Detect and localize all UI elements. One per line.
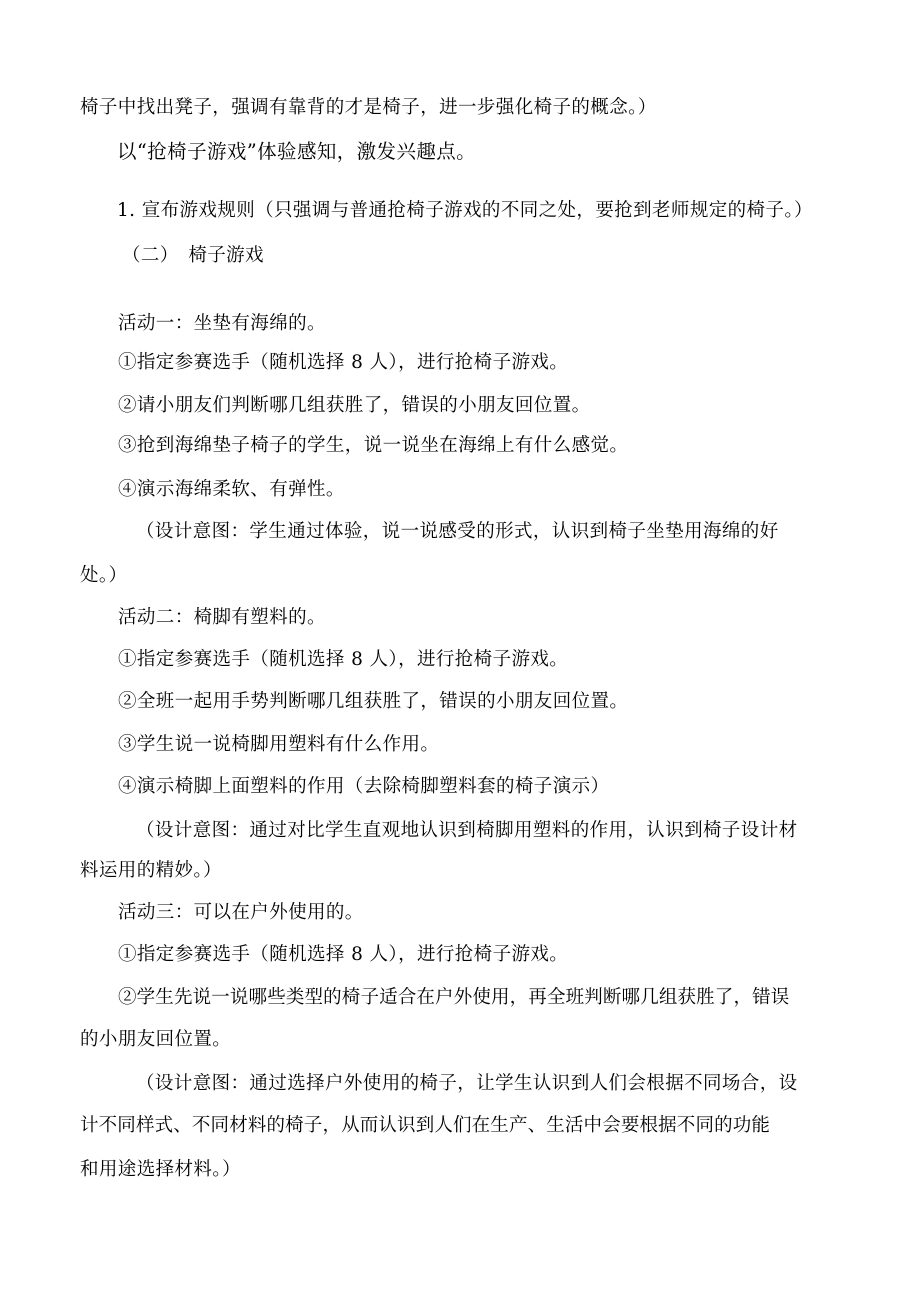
text-line: 料运用的精妙。） bbox=[80, 860, 222, 881]
text-line: 和用途选择材料。） bbox=[80, 1159, 241, 1180]
text-line: （设计意图：通过对比学生直观地认识到椅脚用塑料的作用，认识到椅子设计材 bbox=[136, 820, 798, 841]
text-line: （设计意图：学生通过体验，说一说感受的形式，认识到椅子坐垫用海绵的好 bbox=[136, 521, 779, 542]
text-line: 以“抢椅子游戏”体验感知，激发兴趣点。 bbox=[117, 140, 477, 163]
text-line: 1. 宣布游戏规则（只强调与普通抢椅子游戏的不同之处，要抢到老师规定的椅子。） bbox=[117, 200, 813, 221]
text-line: 椅子中找出凳子，强调有靠背的才是椅子，进一步强化椅子的概念。） bbox=[80, 97, 657, 118]
text-line: ①指定参赛选手（随机选择 8 人），进行抢椅子游戏。 bbox=[118, 352, 569, 373]
text-line: 计不同样式、不同材料的椅子，从而认识到人们在生产、生活中会要根据不同的功能 bbox=[80, 1115, 771, 1136]
text-line: ③学生说一说椅脚用塑料有什么作用。 bbox=[118, 734, 440, 755]
text-line: 处。） bbox=[80, 565, 128, 586]
text-line: ④演示椅脚上面塑料的作用（去除椅脚塑料套的椅子演示） bbox=[118, 776, 610, 797]
text-line: 活动三：可以在户外使用的。 bbox=[118, 902, 364, 923]
text-line: ①指定参赛选手（随机选择 8 人），进行抢椅子游戏。 bbox=[118, 649, 569, 670]
text-line: 活动一：坐垫有海绵的。 bbox=[118, 313, 326, 334]
text-line: ②请小朋友们判断哪几组获胜了，错误的小朋友回位置。 bbox=[118, 395, 591, 416]
text-line: 的小朋友回位置。 bbox=[80, 1029, 232, 1050]
text-line: ①指定参赛选手（随机选择 8 人），进行抢椅子游戏。 bbox=[118, 944, 569, 965]
text-line: ②学生先说一说哪些类型的椅子适合在户外使用，再全班判断哪几组获胜了，错误 bbox=[118, 987, 790, 1008]
text-line: 活动二：椅脚有塑料的。 bbox=[118, 607, 326, 628]
text-line: ④演示海绵柔软、有弹性。 bbox=[118, 479, 345, 500]
section-heading: （二） 椅子游戏 bbox=[122, 245, 264, 266]
text-line: ③抢到海绵垫子椅子的学生，说一说坐在海绵上有什么感觉。 bbox=[118, 435, 629, 456]
text-line: ②全班一起用手势判断哪几组获胜了，错误的小朋友回位置。 bbox=[118, 691, 629, 712]
text-line: （设计意图：通过选择户外使用的椅子，让学生认识到人们会根据不同场合，设 bbox=[136, 1073, 798, 1094]
